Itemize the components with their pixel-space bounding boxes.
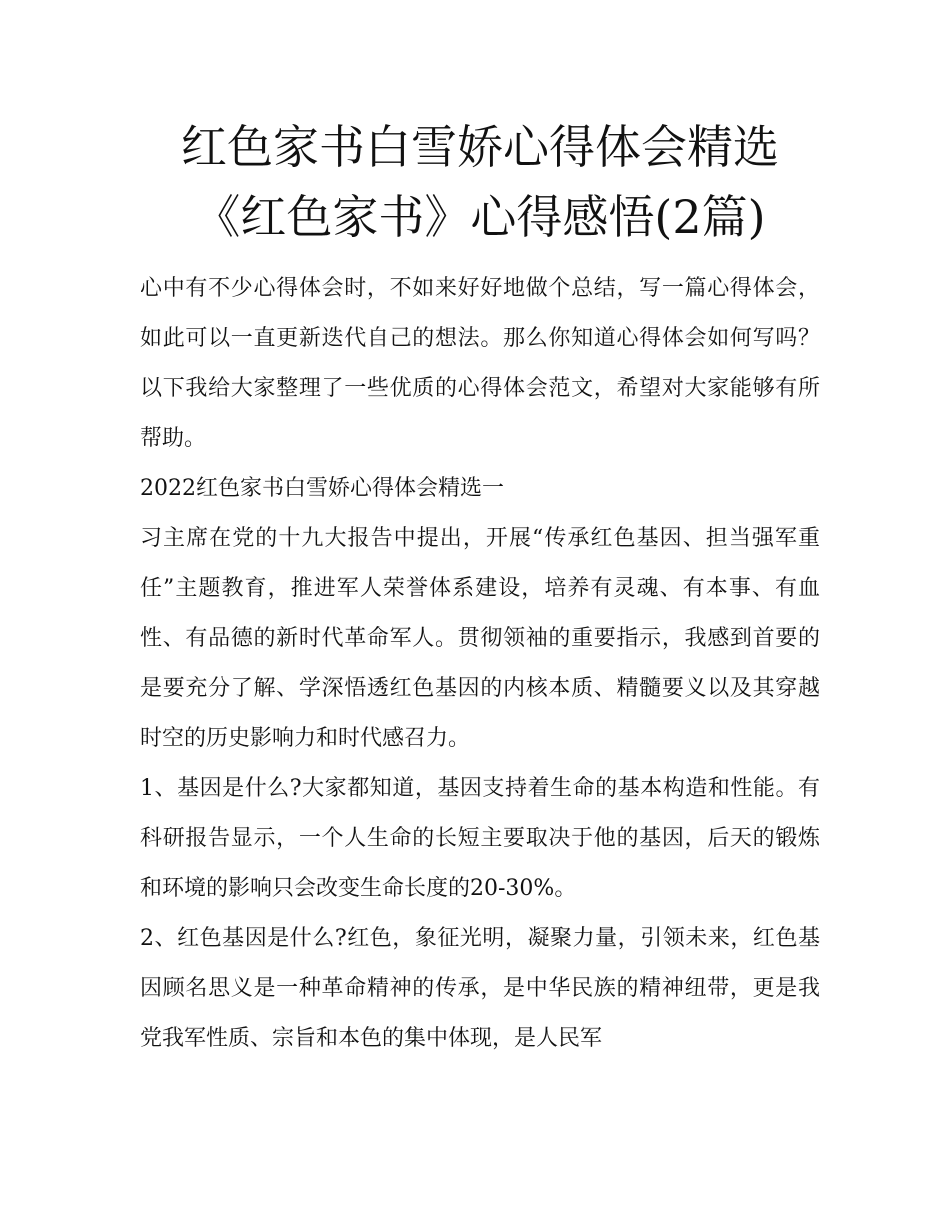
section-heading: 2022红色家书白雪娇心得体会精选一 (140, 476, 504, 501)
body-paragraph-2: 1、基因是什么?大家都知道，基因支持着生命的基本构造和性能。有科研报告显示，一个人生命的长短主要取决于他的基因，后天的锻炼和环境的影响只会改变生命长度的20-30%。 (140, 776, 820, 901)
title-line-2: 《红色家书》心得感悟(2篇) (194, 190, 766, 244)
body-paragraph-3: 2、红色基因是什么?红色，象征光明，凝聚力量，引领未来，红色基因顾名思义是一种革命精神的传承，是中华民族的精神纽带，更是我党我军性质、宗旨和本色的集中体现，是人民军 (140, 926, 820, 1051)
document-title (140, 112, 820, 252)
intro-paragraph: 心中有不少心得体会时，不如来好好地做个总结，写一篇心得体会，如此可以一直更新迭代自己的想法。那么你知道心得体会如何写吗？以下我给大家整理了一些优质的心得体会范文，希望对大家能够有所帮助。 (140, 276, 820, 451)
title-line-1: 红色家书白雪娇心得体会精选 (181, 120, 779, 174)
document-body (140, 264, 820, 1064)
body-paragraph-1: 习主席在党的十九大报告中提出，开展“传承红色基因、担当强军重任”主题教育，推进军人荣誉体系建设，培养有灵魂、有本事、有血性、有品德的新时代革命军人。贯彻领袖的重要指示，我感到首要的是要充分了解、学深悟透红色基因的内核本质、精髓要义以及其穿越时空的历史影响力和时代感召力。 (140, 526, 820, 751)
document-content (140, 112, 820, 1064)
